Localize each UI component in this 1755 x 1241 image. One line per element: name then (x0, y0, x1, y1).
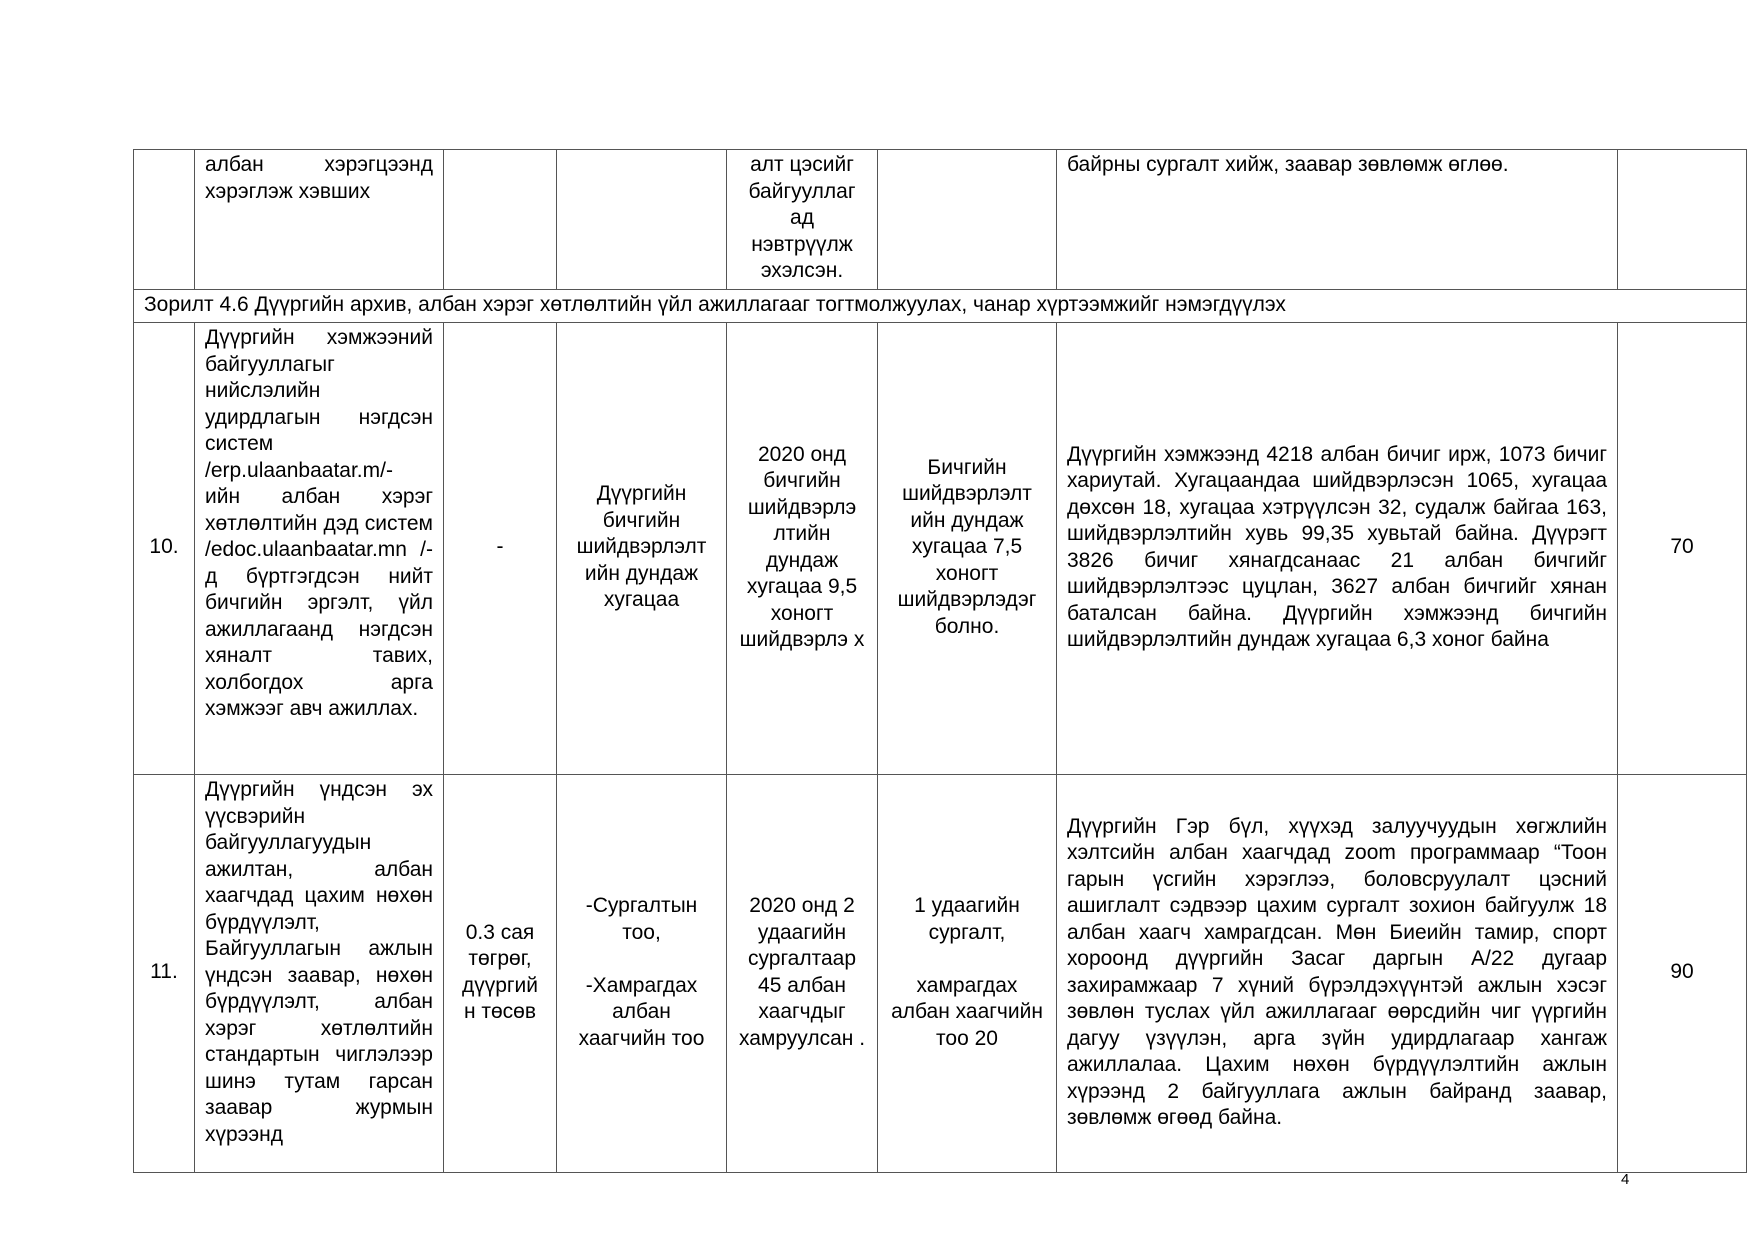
indicator-cell (557, 150, 727, 290)
page-number: 4 (1621, 1171, 1630, 1188)
baseline-cell: алт цэсийг байгууллаг ад нэвтрүүлж эхэлсэн. (727, 150, 878, 290)
score-cell: 90 (1618, 775, 1747, 1173)
target-cell (878, 150, 1057, 290)
table-row (134, 150, 1747, 290)
goal-heading: Зорилт 4.6 Дүүргийн архив, албан хэрэг хөтлөлтийн үйл ажиллагааг тогтмолжуулах, чанар хүртээмжийг нэмэгдүүлэх (134, 289, 1747, 323)
row-number-cell: 10. (134, 323, 195, 775)
target-cell: 1 удаагийн сургалт, хамрагдах албан хаагчийн тоо 20 (878, 775, 1057, 1173)
indicator-cell: -Сургалтын тоо, -Хамрагдах албан хаагчийн тоо (557, 775, 727, 1173)
table-row (134, 323, 1747, 775)
row-number-cell (134, 150, 195, 290)
row-number-cell: 11. (134, 775, 195, 1173)
goal-row (134, 289, 1747, 323)
budget-cell: 0.3 сая төгрөг, дүүргий н төсөв (444, 775, 557, 1173)
activity-cell: Дүүргийн хэмжээний байгууллагыг нийслэлийн удирдлагын нэгдсэн систем /erp.ulaanbaatar.m/- ийн албан хэрэг хөтлөлтийн дэд систем /edoc.ulaanbaatar.mn /-д бүртгэгдсэн нийт бичгийн эргэлт, үйл ажиллагаанд нэгдсэн хяналт тавих, холбогдох арга хэмжээг авч ажиллах. (195, 323, 444, 775)
table-row (134, 775, 1747, 1173)
baseline-cell: 2020 онд бичгийн шийдвэрлэ лтийн дундаж хугацаа 9,5 хоногт шийдвэрлэ х (727, 323, 878, 775)
activity-cell: Дүүргийн үндсэн эх үүсвэрийн байгууллагуудын ажилтан, албан хаагчдад цахим нөхөн бүрдүүлэлт, Байгууллагын ажлын үндсэн заавар, нөхөн бүрдүүлэлт, албан хэрэг хөтлөлтийн стандартын чиглэлээр шинэ тутам гарсан заавар журмын хүрээнд (195, 775, 444, 1173)
indicator-cell: Дүүргийн бичгийн шийдвэрлэлт ийн дундаж хугацаа (557, 323, 727, 775)
target-cell: Бичгийн шийдвэрлэлт ийн дундаж хугацаа 7,5 хоногт шийдвэрлэдэг болно. (878, 323, 1057, 775)
score-cell: 70 (1618, 323, 1747, 775)
budget-cell: - (444, 323, 557, 775)
progress-cell: байрны сургалт хийж, заавар зөвлөмж өглөө. (1057, 150, 1618, 290)
progress-cell: Дүүргийн хэмжээнд 4218 албан бичиг ирж, 1073 бичиг хариутай. Хугацаандаа шийдвэрлэсэн 1065, хугацаа дөхсөн 18, хугацаа хэтрүүлсэн 32, судалж байгаа 163, шийдвэрлэлтийн хувь 99,35 хувьтай байна. Дүүрэгт 3826 бичиг хянагдсанаас 21 албан бичгийг шийдвэрлэлтээс цуцлан, 3627 албан бичгийг хянан баталсан байна. Дүүргийн хэмжээнд бичгийн шийдвэрлэлтийн дундаж хугацаа 6,3 хоног байна (1057, 323, 1618, 775)
baseline-cell: 2020 онд 2 удаагийн сургалтаар 45 албан хаагчдыг хамруулсан . (727, 775, 878, 1173)
budget-cell (444, 150, 557, 290)
report-table (133, 149, 1747, 1173)
activity-cell: албан хэрэгцээнд хэрэглэж хэвших (195, 150, 444, 290)
progress-cell: Дүүргийн Гэр бүл, хүүхэд залуучуудын хөгжлийн хэлтсийн албан хаагчдад zoom программаар “Тоон гарын үсгийн хэрэглээ, боловсруулалт цэсний ашиглалт сэдвээр цахим сургалт зохион байгуулж 18 албан хаагч хамрагдсан. Мөн Биеийн тамир, спорт хороонд дүүргийн Засаг даргын А/22 дугаар захирамжаар 7 хүний бүрэлдэхүүнтэй ажлын хэсэг зөвлөн туслах үйл ажиллагааг өөрсдийн чиг үүргийн дагуу үзүүлэн, арга зүйн удирдлагаар хангаж ажиллалаа. Цахим нөхөн бүрдүүлэлтийн ажлын хүрээнд 2 байгууллага ажлын байранд заавар, зөвлөмж өгөөд байна. (1057, 775, 1618, 1173)
score-cell (1618, 150, 1747, 290)
